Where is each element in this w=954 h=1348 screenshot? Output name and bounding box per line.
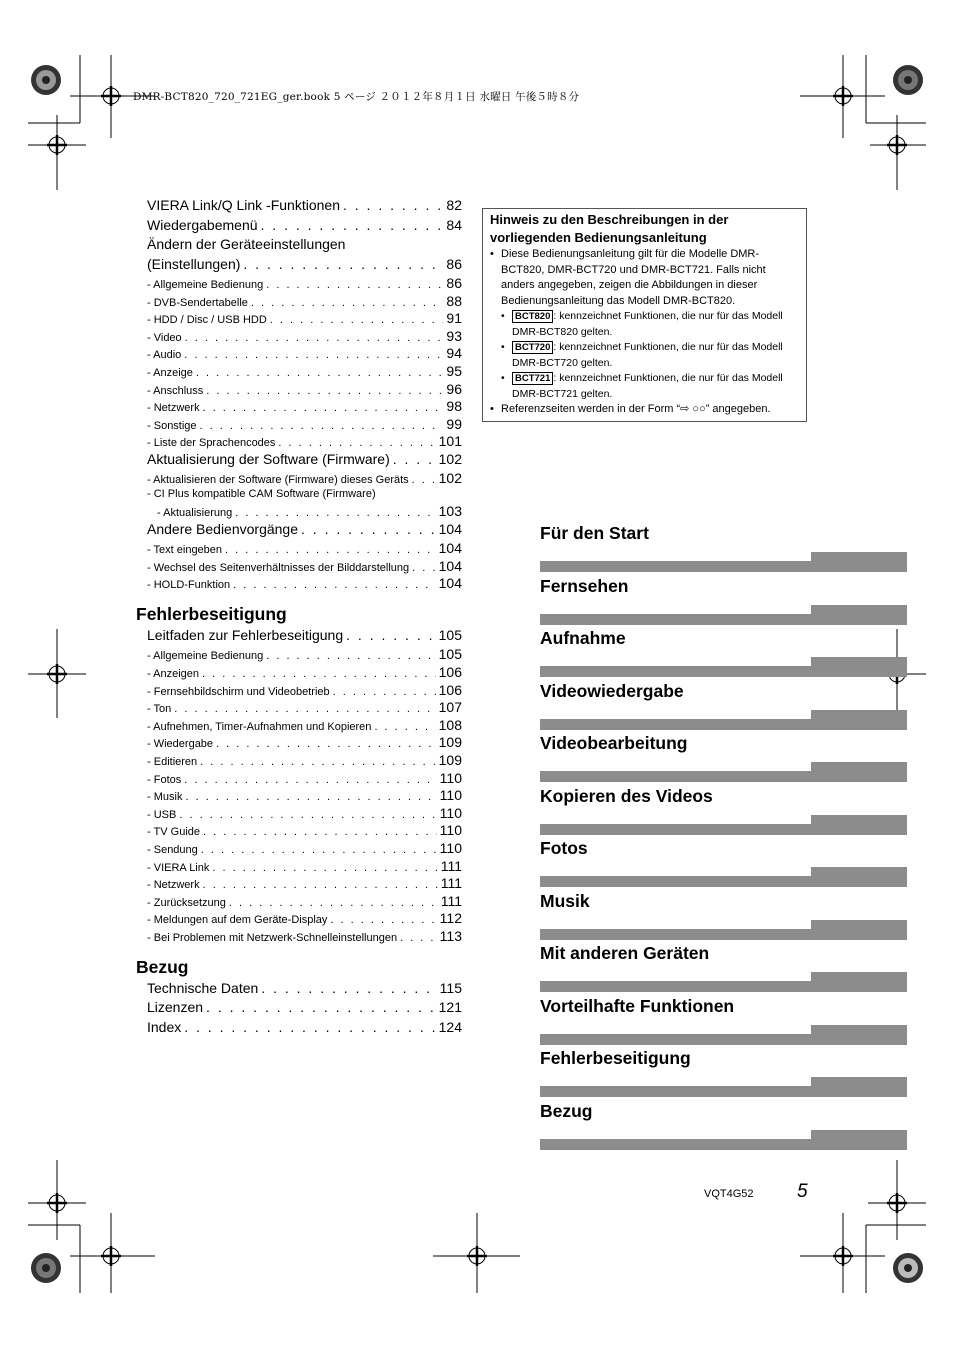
toc-page-number: 103: [438, 503, 462, 520]
toc-subentry: [136, 558, 462, 576]
leader-dots: [203, 879, 438, 891]
table-of-contents: [136, 197, 462, 1038]
toc-subentry: [136, 752, 462, 770]
note-tag-text: : kennzeichnet Funktionen, die nur für das Modell DMR-BCT721 gelten.: [512, 372, 783, 400]
note-tag-item: [501, 309, 799, 340]
toc-subentry: [136, 840, 462, 858]
toc-entry-label: - Fotos: [147, 774, 181, 786]
note-tag-text: : kennzeichnet Funktionen, die nur für das Modell DMR-BCT720 gelten.: [512, 341, 783, 369]
toc-subentry: [136, 381, 462, 399]
model-tag: BCT721: [512, 372, 553, 385]
toc-page-number: 104: [438, 520, 462, 537]
leader-dots: [184, 349, 443, 361]
leader-dots: [400, 932, 437, 944]
chapter-title: Fehlerbeseitigung: [540, 1048, 691, 1068]
toc-subentry: [136, 910, 462, 928]
toc-page-number: 108: [438, 716, 462, 733]
toc-entry-label: - Fernsehbildschirm und Videobetrieb: [147, 686, 330, 698]
toc-page-number: 95: [446, 362, 462, 379]
leader-dots: [203, 826, 437, 838]
chapter-tab: [540, 573, 907, 626]
toc-page-number: 104: [438, 575, 462, 592]
toc-entry: Ändern der Geräteeinstellungen: [147, 236, 346, 252]
toc-subentry: [136, 293, 462, 311]
leader-dots: [266, 650, 435, 662]
toc-entry-label: Lizenzen: [147, 999, 204, 1015]
toc-page-number: 91: [446, 310, 462, 327]
chapter-bar: [540, 710, 907, 730]
leader-dots: [235, 507, 435, 519]
toc-subentry: [136, 470, 462, 488]
chapter-title: Fotos: [540, 838, 588, 858]
leader-dots: [261, 980, 436, 996]
toc-subentry: [136, 699, 462, 717]
chapter-tab: [540, 835, 907, 888]
page-number: 5: [797, 1181, 808, 1202]
toc-entry: [136, 1019, 462, 1039]
chapter-title: Kopieren des Videos: [540, 785, 713, 806]
leader-dots: [174, 703, 435, 715]
chapter-tab: [540, 993, 907, 1046]
toc-page-number: 102: [438, 450, 462, 467]
toc-page-number: 82: [446, 197, 462, 213]
chapter-title: Fernsehen: [540, 575, 629, 596]
toc-entry-label: - Aktualisierung: [157, 507, 232, 519]
toc-entry-label: - Zurücksetzung: [147, 897, 226, 909]
toc-page-number: 110: [439, 769, 462, 786]
toc-page-number: 88: [446, 292, 462, 309]
chapter-tab: [540, 1045, 907, 1098]
toc-entry-label: - TV Guide: [147, 826, 200, 838]
toc-page-number: 109: [438, 751, 462, 768]
chapter-bar: [540, 1130, 907, 1150]
chapter-tab: [540, 783, 907, 836]
toc-entry-label: - Anschluss: [147, 385, 203, 397]
toc-entry: [136, 980, 462, 1000]
toc-page-number: 101: [438, 433, 462, 450]
chapter-bar: [540, 972, 907, 992]
toc-entry-label: - Meldungen auf dem Geräte-Display: [147, 914, 327, 926]
toc-entry-label: - Video: [147, 332, 182, 344]
chapter-bar: [540, 605, 907, 625]
toc-entry-label: - Audio: [147, 349, 181, 361]
toc-page-number: 110: [439, 804, 462, 821]
leader-dots: [203, 402, 444, 414]
toc-subentry: [136, 682, 462, 700]
file-header: DMR-BCT820_720_721EG_ger.book 5 ページ ２０１２年８月１日 水曜日 午後５時８分: [133, 91, 580, 103]
toc-entry-label: - Anzeigen: [147, 668, 199, 680]
toc-entry-label: - Ton: [147, 703, 171, 715]
chapter-bar: [540, 1025, 907, 1045]
toc-subentry: [136, 310, 462, 328]
toc-section-heading: Fehlerbeseitigung: [136, 603, 287, 624]
chapter-tab: [540, 730, 907, 783]
leader-dots: [225, 544, 436, 556]
toc-entry-label: - Aufnehmen, Timer-Aufnahmen und Kopieren: [147, 721, 371, 733]
leader-dots: [266, 279, 443, 291]
toc-page-number: 106: [438, 664, 462, 680]
toc-page-number: 111: [440, 892, 462, 909]
chapter-title: Videobearbeitung: [540, 733, 688, 753]
toc-page-number: 105: [438, 626, 462, 643]
chapter-title: Vorteilhafte Funktionen: [540, 995, 735, 1016]
chapter-tab: [540, 940, 907, 993]
toc-subentry: [136, 893, 462, 911]
chapter-bar: [540, 762, 907, 782]
note-tag-item: [501, 371, 799, 402]
toc-subentry: [136, 770, 462, 788]
toc-page-number: 104: [438, 540, 462, 557]
toc-entry-label: VIERA Link/Q Link -Funktionen: [147, 197, 340, 213]
toc-entry-label: (Einstellungen): [147, 255, 241, 272]
toc-section-heading: Bezug: [136, 956, 189, 977]
leader-dots: [343, 197, 443, 213]
toc-entry-label: - Allgemeine Bedienung: [147, 279, 263, 291]
chapter-title: Aufnahme: [540, 628, 626, 648]
toc-entry-label: - Sonstige: [147, 420, 197, 432]
toc-page-number: 93: [446, 327, 462, 344]
chapter-title: Musik: [540, 890, 590, 911]
toc-entry: [136, 256, 462, 276]
leader-dots: [412, 474, 436, 486]
toc-entry-label: Andere Bedienvorgänge: [147, 520, 299, 537]
leader-dots: [243, 256, 443, 272]
chapter-bar: [540, 920, 907, 940]
leader-dots: [251, 297, 444, 309]
toc-entry-label: - Wiedergabe: [147, 738, 213, 750]
toc-entry: [136, 521, 462, 541]
document-code: VQT4G52: [704, 1188, 754, 1200]
toc-subentry: [136, 646, 462, 664]
toc-entry-label: - Liste der Sprachencodes: [147, 437, 275, 449]
toc-entry-label: - Editieren: [147, 756, 197, 768]
chapter-bar: [540, 815, 907, 835]
chapter-bar: [540, 657, 907, 677]
leader-dots: [200, 420, 444, 432]
toc-page-number: 112: [439, 910, 462, 927]
toc-subentry: [136, 734, 462, 752]
toc-entry-label: Leitfaden zur Fehlerbeseitigung: [147, 626, 344, 643]
toc-page-number: 110: [439, 787, 462, 804]
chapter-title: Videowiedergabe: [540, 680, 684, 701]
toc-page-number: 105: [438, 646, 462, 663]
toc-subentry: [136, 875, 462, 893]
note-tag-item: [501, 340, 799, 371]
toc-page-number: 109: [438, 734, 462, 751]
toc-entry-label: - Anzeige: [147, 367, 193, 379]
leader-dots: [185, 791, 436, 803]
leader-dots: [206, 999, 436, 1015]
toc-subentry: [136, 503, 462, 521]
toc-page-number: 102: [438, 470, 462, 487]
leader-dots: [201, 844, 437, 856]
toc-entry-label: - Sendung: [147, 844, 198, 856]
toc-entry: [136, 999, 462, 1019]
toc-entry-label: Aktualisierung der Software (Firmware): [147, 450, 390, 467]
toc-entry-label: - Musik: [147, 791, 182, 803]
leader-dots: [412, 562, 436, 574]
toc-page-number: 115: [439, 979, 462, 996]
toc-subentry: [136, 822, 462, 840]
leader-dots: [229, 897, 438, 909]
note-title: Hinweis zu den Beschreibungen in der vorliegenden Bedienungsanleitung: [490, 212, 729, 245]
toc-page-number: 96: [446, 380, 462, 397]
toc-entry-label: - Allgemeine Bedienung: [147, 650, 263, 662]
toc-page-number: 86: [446, 255, 462, 272]
toc-page-number: 99: [446, 415, 462, 432]
note-bullet: • Referenzseiten werden in der Form “⇨ ○○” angegeben.: [490, 402, 799, 418]
toc-subentry: [136, 928, 462, 946]
chapter-title: Bezug: [540, 1100, 593, 1121]
toc-entry-label: Wiedergabemenü: [147, 216, 258, 233]
chapter-tab: [540, 888, 907, 941]
chapter-title: Für den Start: [540, 523, 649, 543]
chapter-title: Mit anderen Geräten: [540, 943, 710, 963]
toc-page-number: 94: [446, 345, 462, 362]
toc-subentry: [136, 398, 462, 416]
leader-dots: [374, 721, 435, 733]
leader-dots: [270, 314, 444, 326]
toc-entry-label: - USB: [147, 809, 176, 821]
toc-entry-label: - HDD / Disc / USB HDD: [147, 314, 267, 326]
chapter-bar: [540, 552, 907, 572]
toc-subentry: [136, 540, 462, 558]
toc-subentry: [136, 363, 462, 381]
leader-dots: [278, 437, 435, 449]
leader-dots: [261, 217, 444, 233]
toc-entry-label: - HOLD-Funktion: [147, 579, 230, 591]
toc-entry-label: - Netzwerk: [147, 402, 200, 414]
toc-subentry: [136, 805, 462, 823]
toc-page-number: 110: [439, 822, 462, 839]
leader-dots: [206, 385, 443, 397]
toc-entry-label: Index: [147, 1018, 182, 1035]
toc-page-number: 111: [440, 875, 462, 892]
toc-page-number: 106: [438, 681, 462, 698]
model-tag: BCT720: [512, 341, 553, 354]
chapter-bar: [540, 1077, 907, 1097]
note-box: [482, 208, 807, 422]
toc-subentry: [136, 575, 462, 593]
toc-entry: [136, 197, 462, 217]
toc-subentry: [136, 328, 462, 346]
toc-subentry: [136, 345, 462, 363]
toc-entry-label: - DVB-Sendertabelle: [147, 297, 248, 309]
toc-subentry: [136, 433, 462, 451]
chapter-bar: [540, 867, 907, 887]
toc-entry: [136, 217, 462, 237]
leader-dots: [346, 627, 436, 643]
leader-dots: [179, 809, 436, 821]
chapter-tab: [540, 625, 907, 678]
toc-entry-label: Technische Daten: [147, 979, 259, 996]
toc-page-number: 104: [438, 557, 462, 574]
leader-dots: [393, 451, 436, 467]
toc-subentry: [136, 416, 462, 434]
toc-page-number: 113: [439, 927, 462, 944]
toc-page-number: 124: [438, 1018, 462, 1035]
toc-subentry: [136, 787, 462, 805]
toc-subentry: [136, 664, 462, 682]
toc-page-number: 110: [439, 839, 462, 856]
note-bullet: • Diese Bedienungsanleitung gilt für die Modelle DMR-BCT820, DMR-BCT720 und DMR-BCT721. Falls nicht anders angegeben, zeigen die Abbildungen in dieser Bedienungsanleitung das Modell DMR-BCT820.: [490, 247, 799, 309]
leader-dots: [202, 668, 436, 680]
chapter-list: [540, 520, 907, 1150]
toc-page-number: 86: [446, 275, 462, 291]
leader-dots: [233, 579, 435, 591]
toc-page-number: 107: [438, 699, 462, 716]
leader-dots: [185, 332, 444, 344]
chapter-tab: [540, 678, 907, 731]
leader-dots: [330, 914, 436, 926]
leader-dots: [200, 756, 435, 768]
toc-page-number: 111: [440, 857, 462, 874]
toc-subentry: - CI Plus kompatible CAM Software (Firmware): [136, 488, 462, 503]
toc-entry-label: - Text eingeben: [147, 544, 222, 556]
leader-dots: [301, 521, 436, 537]
leader-dots: [184, 774, 436, 786]
chapter-tab: [540, 1098, 907, 1151]
note-tag-text: : kennzeichnet Funktionen, die nur für das Modell DMR-BCT820 gelten.: [512, 310, 783, 338]
toc-entry-label: - Netzwerk: [147, 879, 200, 891]
leader-dots: [212, 862, 437, 874]
toc-entry-label: - Bei Problemen mit Netzwerk-Schnelleinstellungen: [147, 932, 397, 944]
toc-entry-label: - VIERA Link: [147, 862, 209, 874]
toc-entry: [136, 627, 462, 647]
toc-subentry: [136, 717, 462, 735]
toc-entry-label: - Aktualisieren der Software (Firmware) dieses Geräts: [147, 474, 409, 486]
chapter-tab: [540, 520, 907, 573]
toc-page-number: 84: [446, 216, 462, 233]
toc-page-number: 98: [446, 398, 462, 415]
leader-dots: [184, 1019, 435, 1035]
model-tag: BCT820: [512, 310, 553, 323]
leader-dots: [333, 686, 436, 698]
toc-subentry: [136, 275, 462, 293]
leader-dots: [216, 738, 436, 750]
toc-entry-label: - Wechsel des Seitenverhältnisses der Bilddarstellung: [147, 562, 409, 574]
toc-entry: [136, 451, 462, 471]
toc-page-number: 121: [438, 999, 462, 1015]
toc-subentry: [136, 858, 462, 876]
leader-dots: [196, 367, 444, 379]
